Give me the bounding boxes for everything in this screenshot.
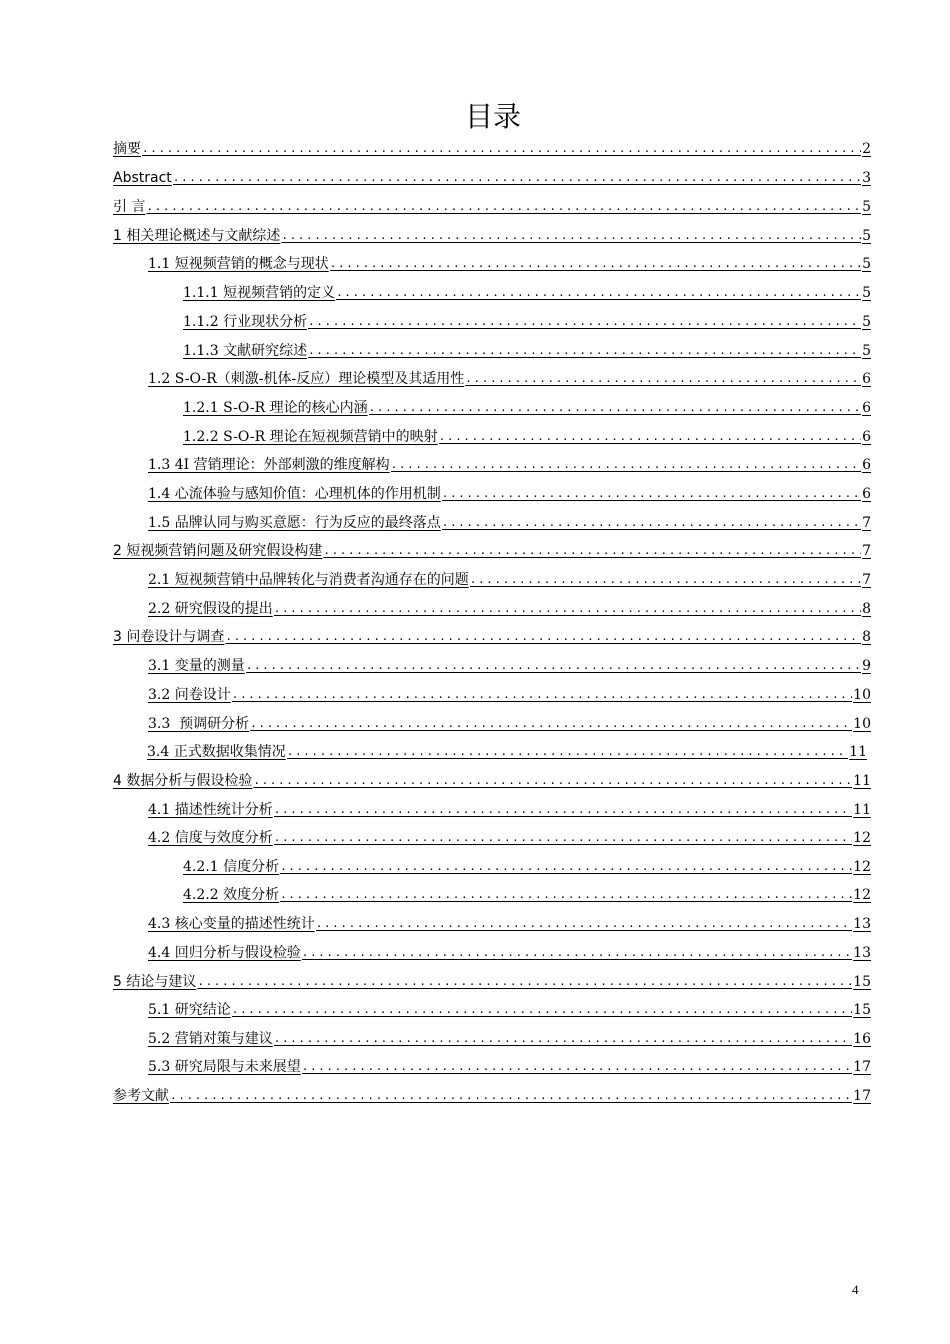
toc-entry[interactable] bbox=[183, 305, 871, 331]
toc-entry-title: 3.2 问卷设计 bbox=[148, 687, 231, 703]
toc-leader bbox=[146, 198, 861, 216]
toc-leader bbox=[287, 743, 848, 761]
toc-entry-page: 15 bbox=[853, 1002, 871, 1018]
toc-leader bbox=[246, 657, 861, 675]
toc-entry-title: 3.4 正式数据收集情况 bbox=[147, 744, 286, 760]
toc-entry-title: 1.5 品牌认同与购买意愿：行为反应的最终落点 bbox=[148, 515, 441, 531]
toc-entry-title: 4.1 描述性统计分析 bbox=[148, 802, 273, 818]
toc-entry-page: 16 bbox=[853, 1031, 871, 1047]
toc-entry-page: 13 bbox=[853, 916, 871, 932]
toc-leader bbox=[225, 628, 861, 646]
toc-leader bbox=[302, 1058, 852, 1076]
toc-entry-page: 6 bbox=[862, 429, 871, 445]
toc-entry-title: 1.1.1 短视频营销的定义 bbox=[183, 285, 336, 301]
toc-leader bbox=[442, 485, 861, 503]
toc-entry[interactable] bbox=[183, 334, 871, 360]
toc-leader bbox=[336, 284, 861, 302]
toc-leader bbox=[274, 600, 861, 618]
toc-leader bbox=[280, 858, 852, 876]
toc-entry[interactable] bbox=[148, 649, 871, 675]
toc-leader bbox=[369, 399, 861, 417]
page-title: 目录 bbox=[464, 100, 521, 133]
toc-entry-title: 2.2 研究假设的提出 bbox=[148, 601, 273, 617]
toc-entry[interactable] bbox=[113, 132, 871, 158]
toc-entry-page: 5 bbox=[862, 314, 871, 330]
toc-entry-title: 1.1.2 行业现状分析 bbox=[183, 314, 308, 330]
toc-entry[interactable] bbox=[148, 707, 871, 733]
toc-leader bbox=[142, 140, 861, 158]
toc-entry-page: 10 bbox=[853, 687, 871, 703]
toc-entry[interactable] bbox=[113, 1079, 871, 1105]
toc-entry-page: 6 bbox=[862, 400, 871, 416]
toc-entry[interactable] bbox=[148, 247, 871, 273]
toc-leader bbox=[253, 772, 852, 790]
toc-entry[interactable] bbox=[148, 907, 871, 933]
toc-entry[interactable] bbox=[183, 420, 871, 446]
toc-entry-title: 1 相关理论概述与文献综述 bbox=[113, 228, 281, 244]
toc-entry-title: 5 结论与建议 bbox=[113, 974, 197, 990]
toc-entry-title: 5.3 研究局限与未来展望 bbox=[148, 1059, 301, 1075]
toc-entry-page: 9 bbox=[862, 658, 871, 674]
toc-leader bbox=[439, 428, 861, 446]
toc-entry-title: 5.2 营销对策与建议 bbox=[148, 1031, 273, 1047]
toc-leader bbox=[170, 1087, 852, 1105]
toc-entry-page: 10 bbox=[853, 716, 871, 732]
toc-entry-title: 3.3 预调研分析 bbox=[148, 716, 250, 732]
toc-entry-title: 2.1 短视频营销中品牌转化与消费者沟通存在的问题 bbox=[148, 572, 469, 588]
toc-entry[interactable] bbox=[113, 534, 871, 560]
toc-entry-title: 1.1.3 文献研究综述 bbox=[183, 343, 308, 359]
toc-entry-title: 3 问卷设计与调查 bbox=[113, 629, 225, 645]
toc-entry-title: 1.1 短视频营销的概念与现状 bbox=[148, 256, 329, 272]
toc-entry-title: 4.2 信度与效度分析 bbox=[148, 830, 273, 846]
toc-entry-page: 7 bbox=[862, 572, 871, 588]
toc-entry-title: 4.4 回归分析与假设检验 bbox=[148, 945, 301, 961]
toc-leader bbox=[250, 715, 852, 733]
toc-entry-title: 4 数据分析与假设检验 bbox=[113, 773, 253, 789]
toc-entry[interactable] bbox=[183, 878, 871, 904]
toc-entry-page: 7 bbox=[862, 543, 871, 559]
toc-entry-title: 3.1 变量的测量 bbox=[148, 658, 245, 674]
toc-entry-title: 1.2.2 S-O-R 理论在短视频营销中的映射 bbox=[183, 429, 438, 445]
toc-entry-title: 1.3 4I 营销理论：外部刺激的维度解构 bbox=[148, 457, 390, 473]
toc-leader bbox=[232, 1001, 852, 1019]
toc-entry-page: 7 bbox=[862, 515, 871, 531]
toc-entry[interactable] bbox=[148, 506, 871, 532]
toc-entry-title: 4.2.2 效度分析 bbox=[183, 887, 280, 903]
toc-entry-page: 6 bbox=[862, 457, 871, 473]
toc-entry[interactable] bbox=[113, 965, 871, 991]
toc-entry[interactable] bbox=[148, 592, 871, 618]
toc-leader bbox=[274, 1030, 852, 1048]
toc-leader bbox=[316, 915, 852, 933]
toc-entry[interactable] bbox=[148, 477, 871, 503]
toc-entry-title: 参考文献 bbox=[113, 1088, 169, 1104]
toc-entry-page: 8 bbox=[862, 601, 871, 617]
toc-entry-page: 13 bbox=[853, 945, 871, 961]
toc-leader bbox=[323, 542, 861, 560]
toc-leader bbox=[442, 514, 861, 532]
toc-leader bbox=[274, 801, 852, 819]
toc-entry-page: 5 bbox=[862, 199, 871, 215]
toc-entry-page: 17 bbox=[853, 1059, 871, 1075]
toc-leader bbox=[391, 456, 861, 474]
toc-entry-page: 11 bbox=[853, 802, 871, 818]
toc-entry[interactable] bbox=[183, 276, 871, 302]
toc-entry[interactable] bbox=[148, 448, 871, 474]
toc-entry-page: 5 bbox=[862, 343, 871, 359]
page-number: 4 bbox=[852, 1282, 859, 1297]
toc-entry[interactable] bbox=[148, 936, 871, 962]
toc-leader bbox=[302, 944, 852, 962]
toc-leader bbox=[281, 227, 861, 245]
toc-entry-title: 1.2.1 S-O-R 理论的核心内涵 bbox=[183, 400, 368, 416]
toc-leader bbox=[280, 886, 852, 904]
toc-leader bbox=[308, 313, 861, 331]
toc-leader bbox=[470, 571, 861, 589]
toc-entry-title: 1.2 S-O-R（刺激-机体-反应）理论模型及其适用性 bbox=[148, 371, 465, 387]
toc-entry-page: 5 bbox=[862, 256, 871, 272]
toc-leader bbox=[465, 370, 861, 388]
toc-entry[interactable] bbox=[113, 735, 867, 761]
toc-entry-page: 15 bbox=[853, 974, 871, 990]
toc-entry[interactable] bbox=[113, 190, 871, 216]
toc-entry-title: 引 言 bbox=[113, 199, 146, 215]
toc-entry-page: 3 bbox=[862, 170, 871, 186]
toc-entry[interactable] bbox=[148, 821, 871, 847]
toc-entry[interactable] bbox=[183, 850, 871, 876]
toc-entry[interactable] bbox=[148, 362, 871, 388]
toc-leader bbox=[173, 169, 861, 187]
toc-entry[interactable] bbox=[113, 620, 871, 646]
toc-entry-page: 5 bbox=[862, 228, 871, 244]
toc-entry[interactable] bbox=[148, 563, 871, 589]
toc-entry[interactable] bbox=[113, 219, 871, 245]
toc-entry-page: 2 bbox=[862, 141, 871, 157]
toc-entry-title: 2 短视频营销问题及研究假设构建 bbox=[113, 543, 323, 559]
toc-entry-page: 11 bbox=[853, 773, 871, 789]
toc-entry-title: 4.2.1 信度分析 bbox=[183, 859, 280, 875]
toc-entry-page: 11 bbox=[849, 744, 867, 760]
toc-leader bbox=[308, 342, 861, 360]
toc-entry-page: 12 bbox=[853, 859, 871, 875]
toc-entry-page: 17 bbox=[853, 1088, 871, 1104]
toc-entry-title: 5.1 研究结论 bbox=[148, 1002, 231, 1018]
toc-entry[interactable] bbox=[113, 161, 871, 187]
toc-entry-page: 12 bbox=[853, 830, 871, 846]
toc-entry-title: 1.4 心流体验与感知价值：心理机体的作用机制 bbox=[148, 486, 441, 502]
toc-leader bbox=[274, 829, 852, 847]
toc-entry[interactable] bbox=[148, 993, 871, 1019]
toc-leader bbox=[330, 255, 861, 273]
toc-leader bbox=[197, 973, 852, 991]
toc-entry-title: 摘要 bbox=[113, 141, 141, 157]
toc-entry-page: 5 bbox=[862, 285, 871, 301]
toc-entry-title: 4.3 核心变量的描述性统计 bbox=[148, 916, 315, 932]
toc-entry[interactable] bbox=[148, 793, 871, 819]
toc-entry-page: 6 bbox=[862, 371, 871, 387]
toc-entry-page: 6 bbox=[862, 486, 871, 502]
toc-entry-page: 12 bbox=[853, 887, 871, 903]
toc-entry[interactable] bbox=[148, 1022, 871, 1048]
toc-entry[interactable] bbox=[183, 391, 871, 417]
toc-entry-page: 8 bbox=[862, 629, 871, 645]
toc-entry[interactable] bbox=[148, 678, 871, 704]
toc-entry-title: Abstract bbox=[113, 170, 172, 186]
toc-leader bbox=[232, 686, 852, 704]
toc-entry[interactable] bbox=[113, 764, 871, 790]
toc-entry[interactable] bbox=[148, 1050, 871, 1076]
